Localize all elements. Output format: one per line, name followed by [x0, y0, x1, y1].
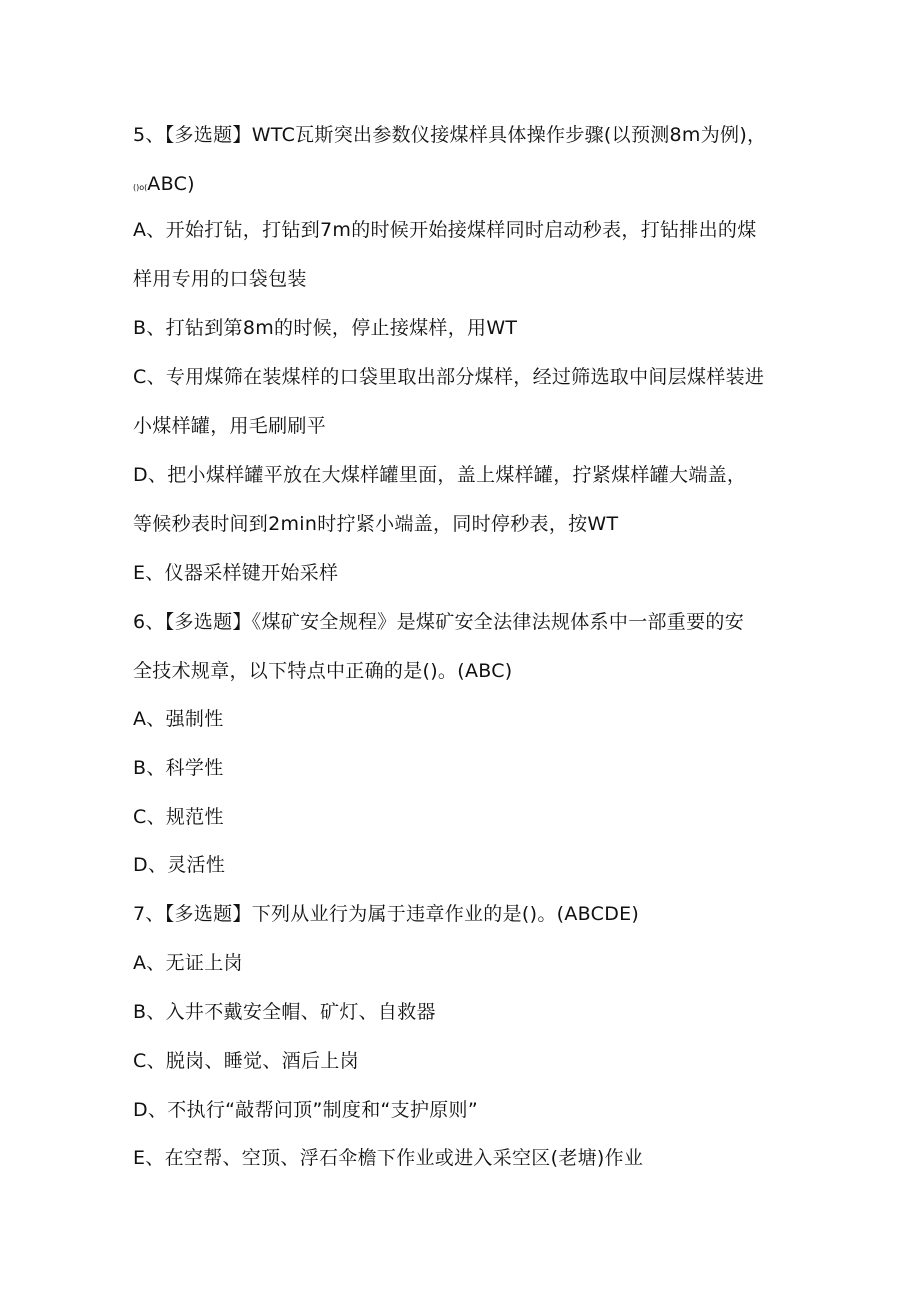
q6-option-c: C、规范性 [133, 806, 224, 828]
q7-option-d: D、不执行“敲帮问顶”制度和“支护原则” [133, 1099, 479, 1121]
q5-answer: ABC) [147, 173, 195, 195]
q5-option-e: E、仪器采样键开始采样 [133, 562, 339, 584]
q7-option-b: B、入井不戴安全帽、矿灯、自救器 [133, 1001, 436, 1023]
q6-option-a: A、强制性 [133, 708, 224, 730]
q6-option-d: D、灵活性 [133, 854, 226, 876]
q5-option-a-line1: A、开始打钻，打钻到7m的时候开始接煤样同时启动秒表，打钻排出的煤 [133, 219, 757, 241]
q5-stem-line2 [133, 172, 813, 200]
q5-option-d-line2: 等候秒表时间到2min时拧紧小端盖，同时停秒表，按WT [133, 513, 619, 535]
q7-stem: 7、【多选题】下列从业行为属于违章作业的是()。(ABCDE) [133, 903, 640, 925]
q5-option-c-line2: 小煤样罐，用毛刷刷平 [133, 415, 327, 437]
q6-option-b: B、科学性 [133, 757, 224, 779]
q5-option-b: B、打钻到第8m的时候，停止接煤样，用WT [133, 317, 518, 339]
q6-stem-line2: 全技术规章，以下特点中正确的是()。(ABC) [133, 660, 513, 682]
q5-option-a-line2: 样用专用的口袋包装 [133, 268, 307, 290]
q7-option-c: C、脱岗、睡觉、酒后上岗 [133, 1050, 359, 1072]
q5-stem-line1: 5、【多选题】WTC瓦斯突出参数仪接煤样具体操作步骤(以预测8m为例)， [133, 124, 767, 146]
q5-option-d-line1: D、把小煤样罐平放在大煤样罐里面，盖上煤样罐，拧紧煤样罐大端盖， [133, 464, 747, 486]
q7-option-e: E、在空帮、空顶、浮石伞檐下作业或进入采空区(老塘)作业 [133, 1147, 644, 1169]
q6-stem-line1: 6、【多选题】《煤矿安全规程》是煤矿安全法律法规体系中一部重要的安 [133, 611, 744, 633]
q5-option-c-line1: C、专用煤筛在装煤样的口袋里取出部分煤样，经过筛选取中间层煤样装进 [133, 366, 765, 388]
q5-stem-prefix: ()o( [133, 183, 148, 192]
q7-option-a: A、无证上岗 [133, 952, 243, 974]
